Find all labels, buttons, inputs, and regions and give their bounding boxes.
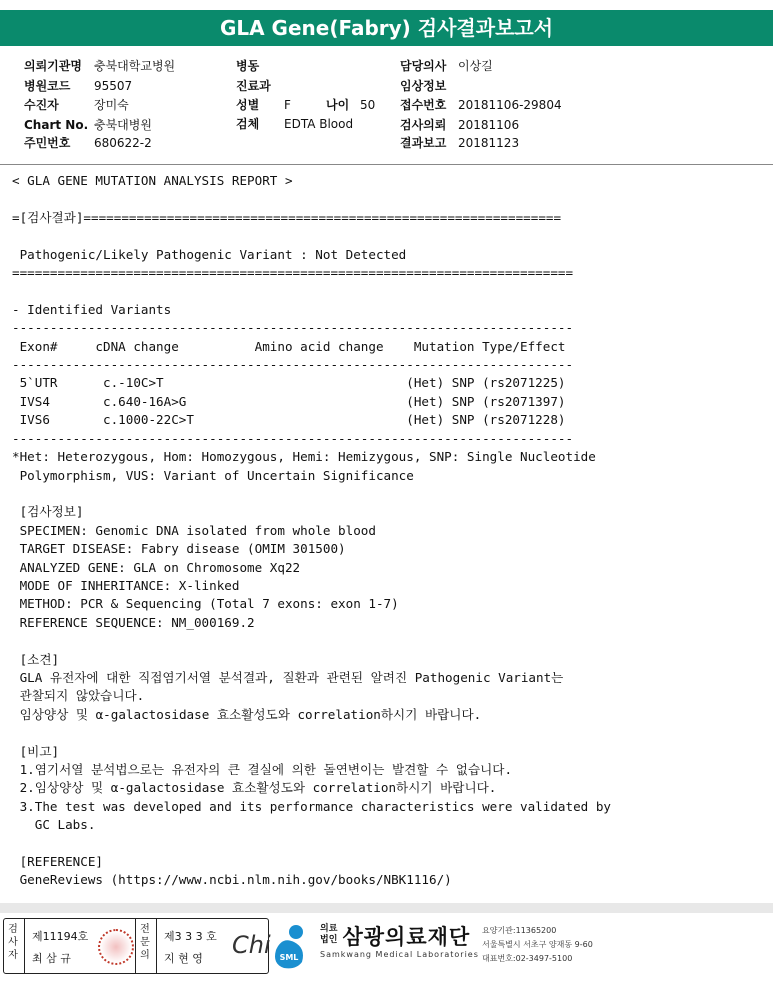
tester-label-char: 자 bbox=[8, 950, 18, 961]
report-line: 2.임상양상 및 α-galactosidase 효소활성도와 correlation하시기 바랍니다. bbox=[12, 780, 497, 796]
report-line: 1.염기서열 분석법으로는 유전자의 큰 결실에 의한 돌연변이는 발견할 수 없습니다. bbox=[12, 762, 513, 777]
report-line: ========================================================================== bbox=[12, 265, 574, 281]
report-line bbox=[12, 227, 712, 245]
report-line bbox=[12, 190, 712, 208]
institution-address: 서울특별시 서초구 양재동 9-60 bbox=[482, 940, 593, 949]
report-line bbox=[12, 632, 712, 650]
report-line bbox=[12, 485, 712, 503]
specialist-label-char: 전 bbox=[140, 924, 150, 935]
header-value: EDTA Blood bbox=[284, 117, 354, 131]
specialist-label-char: 문 bbox=[140, 937, 150, 948]
header-label: 임상정보 bbox=[400, 79, 447, 93]
header-row-receipt-no bbox=[400, 96, 562, 113]
report-line: GC Labs. bbox=[12, 817, 96, 833]
report-line: IVS6 c.1000-22C>T (Het) SNP (rs2071228) bbox=[12, 412, 566, 428]
report-body bbox=[12, 172, 712, 890]
header-value: 이상길 bbox=[458, 59, 493, 73]
header-row-ward bbox=[236, 57, 284, 74]
tester-label-char: 사 bbox=[8, 937, 18, 948]
report-line: ANALYZED GENE: GLA on Chromosome Xq22 bbox=[12, 559, 301, 575]
header-row-institution bbox=[24, 57, 175, 74]
report-line: 관찰되지 않았습니다. bbox=[12, 688, 145, 704]
header-label: 수진자 bbox=[24, 98, 59, 112]
header-value: 95507 bbox=[94, 79, 133, 93]
header-label: 검체 bbox=[236, 117, 260, 131]
header-label: 주민번호 bbox=[24, 136, 71, 150]
sig-divider bbox=[135, 919, 136, 973]
institution-phone: 대표번호:02-3497-5100 bbox=[482, 954, 573, 963]
report-line: - Identified Variants bbox=[12, 301, 172, 317]
header-divider bbox=[0, 164, 773, 165]
tester-name: 최 삼 규 bbox=[32, 952, 71, 965]
header-row-resident-no bbox=[24, 134, 152, 151]
institution-code: 요양기관:11365200 bbox=[482, 926, 557, 935]
corp-prefix-line: 법인 bbox=[320, 935, 338, 945]
signature-box bbox=[3, 918, 269, 974]
report-line: [소견] bbox=[12, 651, 60, 667]
logo-text: SML bbox=[279, 953, 299, 962]
report-line: 임상양상 및 α-galactosidase 효소활성도와 correlation하시기 바랍니다. bbox=[12, 706, 482, 722]
report-line: < GLA GENE MUTATION ANALYSIS REPORT > bbox=[12, 173, 293, 188]
tester-label-char: 검 bbox=[8, 924, 18, 935]
report-line: GeneReviews (https://www.ncbi.nlm.nih.gov/books/NBK1116/) bbox=[12, 872, 452, 888]
header-row-doctor bbox=[400, 57, 493, 74]
report-line: Polymorphism, VUS: Variant of Uncertain Significance bbox=[12, 467, 414, 483]
corp-prefix-line: 의료 bbox=[320, 924, 338, 934]
report-line: METHOD: PCR & Sequencing (Total 7 exons: exon 1-7) bbox=[12, 596, 399, 612]
report-line: =[검사결과]=============================================================== bbox=[12, 209, 562, 225]
report-line: TARGET DISEASE: Fabry disease (OMIM 301500) bbox=[12, 541, 346, 557]
header-row-request-date bbox=[400, 116, 519, 133]
report-line: REFERENCE SEQUENCE: NM_000169.2 bbox=[12, 614, 255, 630]
institution-name: 삼광의료재단 bbox=[342, 925, 471, 949]
header-row-sex bbox=[236, 96, 291, 113]
header-row-patient bbox=[24, 96, 129, 113]
specialist-license-no: 제3 3 3 호 bbox=[164, 930, 217, 943]
tester-license-no: 제11194호 bbox=[32, 930, 89, 943]
header-value: 장미숙 bbox=[94, 98, 129, 112]
report-line: GLA 유전자에 대한 직접염기서열 분석결과, 질환과 관련된 알려진 Pathogenic Variant는 bbox=[12, 669, 564, 685]
header-label: 검사의뢰 bbox=[400, 118, 447, 132]
corp-prefix bbox=[320, 924, 337, 946]
header-row-hospital-code bbox=[24, 77, 132, 94]
red-seal-stamp bbox=[98, 929, 134, 965]
report-line: [비고] bbox=[12, 743, 60, 759]
specialist-label-char: 의 bbox=[140, 950, 150, 961]
header-label: 진료과 bbox=[236, 79, 271, 93]
header-value: 충북대학교병원 bbox=[94, 59, 176, 73]
report-line: -------------------------------------------------------------------------- bbox=[12, 320, 574, 336]
header-value: 50 bbox=[360, 98, 376, 112]
tester-label bbox=[7, 923, 19, 962]
report-line: SPECIMEN: Genomic DNA isolated from whole blood bbox=[12, 522, 376, 538]
header-label: 나이 bbox=[326, 98, 350, 112]
institution-name-block bbox=[320, 921, 470, 951]
specialist-name: 지 현 영 bbox=[164, 952, 203, 965]
header-value: 20181123 bbox=[458, 136, 520, 150]
report-line bbox=[12, 282, 712, 300]
report-line: IVS4 c.640-16A>G (Het) SNP (rs2071397) bbox=[12, 393, 566, 409]
header-row-specimen bbox=[236, 115, 353, 132]
institution-name-en: Samkwang Medical Laboratories bbox=[320, 950, 479, 959]
report-title: GLA Gene(Fabry) 검사결과보고서 bbox=[0, 10, 773, 46]
header-row-chart-no bbox=[24, 116, 152, 133]
sml-logo-icon bbox=[272, 924, 308, 970]
report-line: 5`UTR c.-10C>T (Het) SNP (rs2071225) bbox=[12, 375, 566, 391]
report-line: -------------------------------------------------------------------------- bbox=[12, 357, 574, 373]
report-line: MODE OF INHERITANCE: X-linked bbox=[12, 577, 240, 593]
report-line: [REFERENCE] bbox=[12, 854, 103, 870]
report-line: Exon# cDNA change Amino acid change Mutation Type/Effect bbox=[12, 338, 566, 354]
header-label: 성별 bbox=[236, 98, 260, 112]
header-label: 의뢰기관명 bbox=[24, 59, 82, 73]
header-row-clinical-info bbox=[400, 77, 458, 94]
header-label: Chart No. bbox=[24, 118, 89, 132]
report-line: *Het: Heterozygous, Hom: Homozygous, Hemi: Hemizygous, SNP: Single Nucleotide bbox=[12, 449, 596, 465]
header-label: 병동 bbox=[236, 59, 260, 73]
header-value: 20181106-29804 bbox=[458, 98, 562, 112]
sig-divider bbox=[156, 919, 157, 973]
header-value: 충북대병원 bbox=[94, 118, 152, 132]
header-row-department bbox=[236, 77, 284, 94]
handwritten-signature: Chi bbox=[232, 931, 271, 959]
report-line: 3.The test was developed and its performance characteristics were validated by bbox=[12, 798, 611, 814]
header-value: 680622-2 bbox=[94, 136, 152, 150]
header-row-report-date bbox=[400, 134, 519, 151]
sig-divider bbox=[24, 919, 25, 973]
report-line bbox=[12, 724, 712, 742]
header-value: F bbox=[284, 98, 291, 112]
header-label: 접수번호 bbox=[400, 98, 447, 112]
specialist-label bbox=[139, 923, 151, 962]
report-line bbox=[12, 835, 712, 853]
header-value: 20181106 bbox=[458, 118, 520, 132]
footer-divider bbox=[0, 903, 773, 913]
header-label: 결과보고 bbox=[400, 136, 447, 150]
header-label: 담당의사 bbox=[400, 59, 447, 73]
report-line: -------------------------------------------------------------------------- bbox=[12, 430, 574, 446]
header-label: 병원코드 bbox=[24, 79, 71, 93]
report-line: Pathogenic/Likely Pathogenic Variant : Not Detected bbox=[12, 246, 407, 262]
report-line: [검사정보] bbox=[12, 504, 84, 520]
header-row-age bbox=[326, 96, 375, 113]
